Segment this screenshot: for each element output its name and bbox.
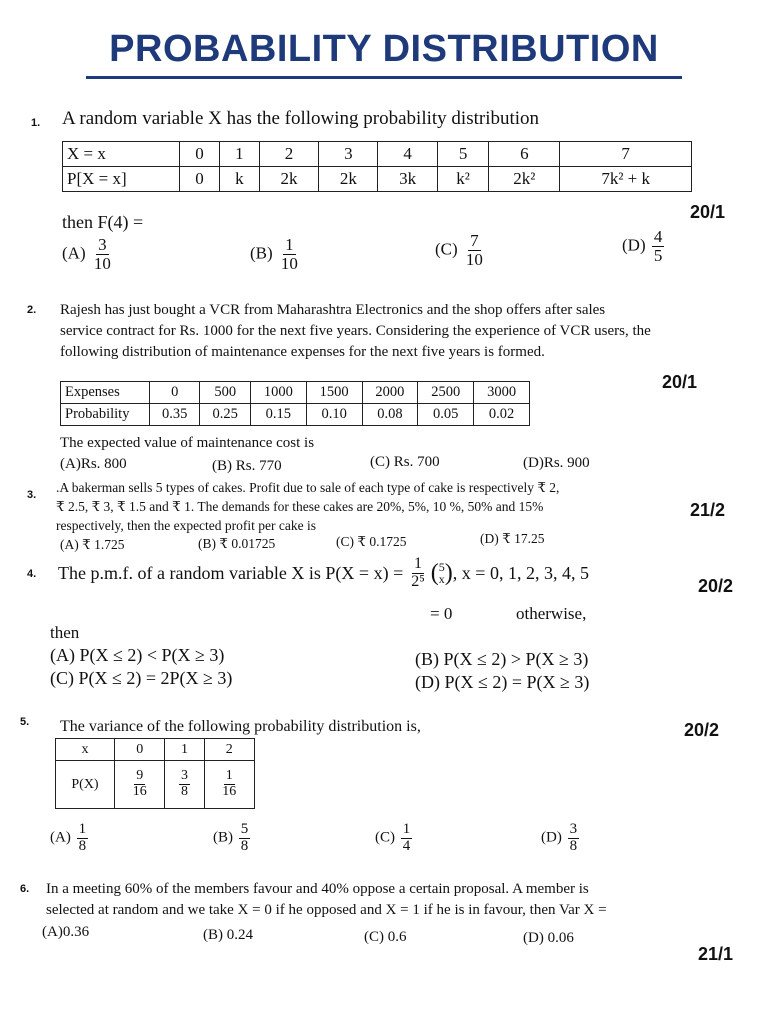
table-cell: 7k² + k — [560, 167, 692, 192]
question-stem: The variance of the following probability distribution is, — [60, 718, 421, 735]
fraction — [220, 769, 238, 799]
denominator: 10 — [93, 253, 111, 273]
table-cell: 3k — [378, 167, 437, 192]
denominator: 8 — [78, 837, 87, 854]
option-a — [50, 822, 90, 855]
numerator: 9 — [136, 768, 144, 784]
option-a: (A)0.36 — [42, 924, 90, 940]
table-cell: 3000 — [474, 382, 530, 404]
table-cell: 0 — [115, 739, 165, 761]
option-b: (B) 0.24 — [203, 927, 253, 943]
option-d — [622, 228, 666, 265]
stem-text: , x = 0, 1, 2, 3, 4, 5 — [452, 562, 589, 583]
table-cell: 1500 — [306, 382, 362, 404]
table-cell — [165, 761, 204, 809]
title-underline — [86, 76, 682, 79]
otherwise-value: = 0 — [430, 604, 453, 623]
numerator: 1 — [402, 821, 411, 837]
numerator: 5 — [240, 821, 249, 837]
table-cell: 5 — [437, 142, 489, 167]
fraction — [279, 236, 300, 273]
numerator: 1 — [285, 235, 294, 254]
question-stem — [60, 300, 740, 363]
option-d: (D) P(X ≤ 2) = P(X ≥ 3) — [415, 672, 590, 692]
denominator: 5 — [653, 245, 663, 265]
numerator: 3 — [180, 768, 188, 784]
table-header-cell: Probability — [61, 404, 150, 426]
table-cell: 2k — [319, 167, 378, 192]
q1-distribution-table — [62, 141, 692, 192]
paper-reference: 20/2 — [684, 720, 720, 740]
binomial — [431, 560, 453, 587]
stem-line: following distribution of maintenance expenses for the next five years is formed. — [60, 344, 545, 360]
numerator: 7 — [470, 231, 479, 250]
fraction — [409, 556, 427, 591]
table-cell: 2500 — [418, 382, 474, 404]
numerator: 3 — [98, 235, 107, 254]
table-cell: k — [219, 167, 259, 192]
table-cell: 6 — [489, 142, 560, 167]
option-label: (C) — [375, 829, 395, 846]
table-cell: 3 — [319, 142, 378, 167]
table-cell: 0 — [180, 167, 220, 192]
table-cell: 0 — [180, 142, 220, 167]
denominator: 2⁵ — [411, 572, 425, 590]
question-number: 6. — [20, 883, 30, 895]
table-cell: 0 — [150, 382, 200, 404]
table-cell: 2 — [204, 739, 254, 761]
option-b: (B) Rs. 770 — [212, 458, 282, 474]
stem-line: .A bakerman sells 5 types of cakes. Profit due to sale of each type of cake is respectively ₹ 2, — [56, 480, 560, 495]
table-cell: 0.02 — [474, 404, 530, 426]
option-label: (A) — [50, 829, 71, 846]
table-cell: 0.25 — [200, 404, 250, 426]
option-b: (B) P(X ≤ 2) > P(X ≥ 3) — [415, 649, 589, 669]
table-cell: 7 — [560, 142, 692, 167]
question-number: 3. — [27, 489, 37, 501]
option-b — [250, 236, 302, 273]
fraction — [131, 769, 149, 799]
fraction — [92, 236, 113, 273]
denominator: 8 — [240, 837, 249, 854]
option-d: (D) 0.06 — [523, 930, 574, 946]
table-cell — [204, 761, 254, 809]
paper-reference: 21/2 — [690, 500, 726, 520]
denominator: 16 — [222, 784, 237, 799]
denominator: 4 — [402, 837, 411, 854]
table-cell: 0.15 — [250, 404, 306, 426]
option-c: (C) ₹ 0.1725 — [336, 534, 407, 549]
stem-text: The p.m.f. of a random variable X is P(X = x) = — [58, 562, 404, 583]
denominator: 16 — [132, 784, 147, 799]
question-number: 5. — [20, 716, 30, 728]
table-cell: 2k — [259, 167, 318, 192]
table-cell — [115, 761, 165, 809]
table-header-cell: Expenses — [61, 382, 150, 404]
table-cell: 0.05 — [418, 404, 474, 426]
table-cell: 0.08 — [362, 404, 418, 426]
q5-distribution-table — [55, 738, 255, 809]
option-label: (B) — [213, 829, 233, 846]
binomial-top: 5 — [438, 560, 445, 575]
option-b: (B) ₹ 0.01725 — [198, 536, 276, 551]
right-paren: ) — [444, 559, 453, 586]
option-label: (C) — [435, 239, 458, 259]
denominator: 10 — [280, 253, 298, 273]
option-a — [62, 236, 115, 273]
question-stem — [56, 478, 696, 535]
table-cell: 500 — [200, 382, 250, 404]
option-a: (A) ₹ 1.725 — [60, 537, 125, 552]
stem-line: ₹ 2.5, ₹ 3, ₹ 1.5 and ₹ 1. The demands for these cakes are 20%, 5%, 10 %, 50% and 15% — [56, 499, 544, 514]
denominator: 10 — [465, 249, 483, 269]
fraction — [239, 822, 251, 855]
table-cell: 2 — [259, 142, 318, 167]
paper-reference: 21/1 — [698, 944, 734, 964]
question-number: 2. — [27, 304, 37, 316]
table-cell: 2k² — [489, 167, 560, 192]
stem-line: In a meeting 60% of the members favour and 40% oppose a certain proposal. A member is — [46, 881, 589, 897]
option-label: (B) — [250, 243, 273, 263]
table-cell: 4 — [378, 142, 437, 167]
left-paren: ( — [430, 559, 439, 586]
table-cell: 0.35 — [150, 404, 200, 426]
question-stem — [58, 556, 589, 591]
table-cell: 0.10 — [306, 404, 362, 426]
question-prompt: then — [50, 623, 80, 642]
table-header-cell: x — [56, 739, 115, 761]
question-prompt: then F(4) = — [62, 212, 144, 232]
table-header-cell: X = x — [63, 142, 180, 167]
option-label: (D) — [541, 829, 562, 846]
option-label: (D) — [622, 235, 646, 255]
fraction — [568, 822, 580, 855]
option-c: (C) Rs. 700 — [370, 454, 440, 470]
option-a: (A)Rs. 800 — [60, 456, 127, 472]
question-prompt: The expected value of maintenance cost is — [60, 435, 315, 451]
numerator: 1 — [225, 768, 233, 784]
fraction — [179, 769, 190, 799]
otherwise-text: otherwise, — [516, 604, 587, 623]
table-header-cell: P(X) — [56, 761, 115, 809]
page-title: PROBABILITY DISTRIBUTION — [109, 28, 659, 70]
stem-line: respectively, then the expected profit per cake is — [56, 518, 317, 533]
question-stem — [46, 879, 746, 921]
stem-line: service contract for Rs. 1000 for the next five years. Considering the experience of VCR users, the — [60, 323, 651, 339]
fraction — [401, 822, 413, 855]
paper-reference: 20/1 — [690, 202, 726, 222]
q2-expenses-table — [60, 381, 530, 426]
question-number: 1. — [31, 117, 41, 129]
table-cell: 1 — [219, 142, 259, 167]
option-c — [375, 822, 414, 855]
option-c — [435, 232, 487, 269]
fraction — [77, 822, 89, 855]
fraction — [652, 228, 665, 265]
table-header-cell: P[X = x] — [63, 167, 180, 192]
option-label: (A) — [62, 243, 86, 263]
binomial-bottom: x — [438, 572, 445, 587]
question-number: 4. — [27, 568, 37, 580]
table-cell: k² — [437, 167, 489, 192]
denominator: 8 — [569, 837, 578, 854]
question-stem: A random variable X has the following probability distribution — [62, 108, 540, 129]
option-d: (D)Rs. 900 — [523, 455, 590, 471]
paper-reference: 20/1 — [662, 372, 698, 392]
numerator: 1 — [78, 821, 87, 837]
table-cell: 1 — [165, 739, 204, 761]
denominator: 8 — [180, 784, 188, 799]
numerator: 3 — [569, 821, 578, 837]
option-b — [213, 822, 252, 855]
option-d: (D) ₹ 17.25 — [480, 531, 545, 546]
numerator: 4 — [653, 227, 663, 246]
numerator: 1 — [414, 555, 422, 572]
option-d — [541, 822, 581, 855]
stem-line: selected at random and we take X = 0 if he opposed and X = 1 if he is in favour, then Var X = — [46, 902, 607, 918]
option-c: (C) 0.6 — [364, 929, 407, 945]
paper-reference: 20/2 — [698, 576, 734, 596]
table-cell: 2000 — [362, 382, 418, 404]
table-cell: 1000 — [250, 382, 306, 404]
stem-line: Rajesh has just bought a VCR from Maharashtra Electronics and the shop offers after sales — [60, 302, 606, 318]
option-a: (A) P(X ≤ 2) < P(X ≥ 3) — [50, 645, 225, 665]
option-c: (C) P(X ≤ 2) = 2P(X ≥ 3) — [50, 668, 233, 688]
fraction — [464, 232, 485, 269]
